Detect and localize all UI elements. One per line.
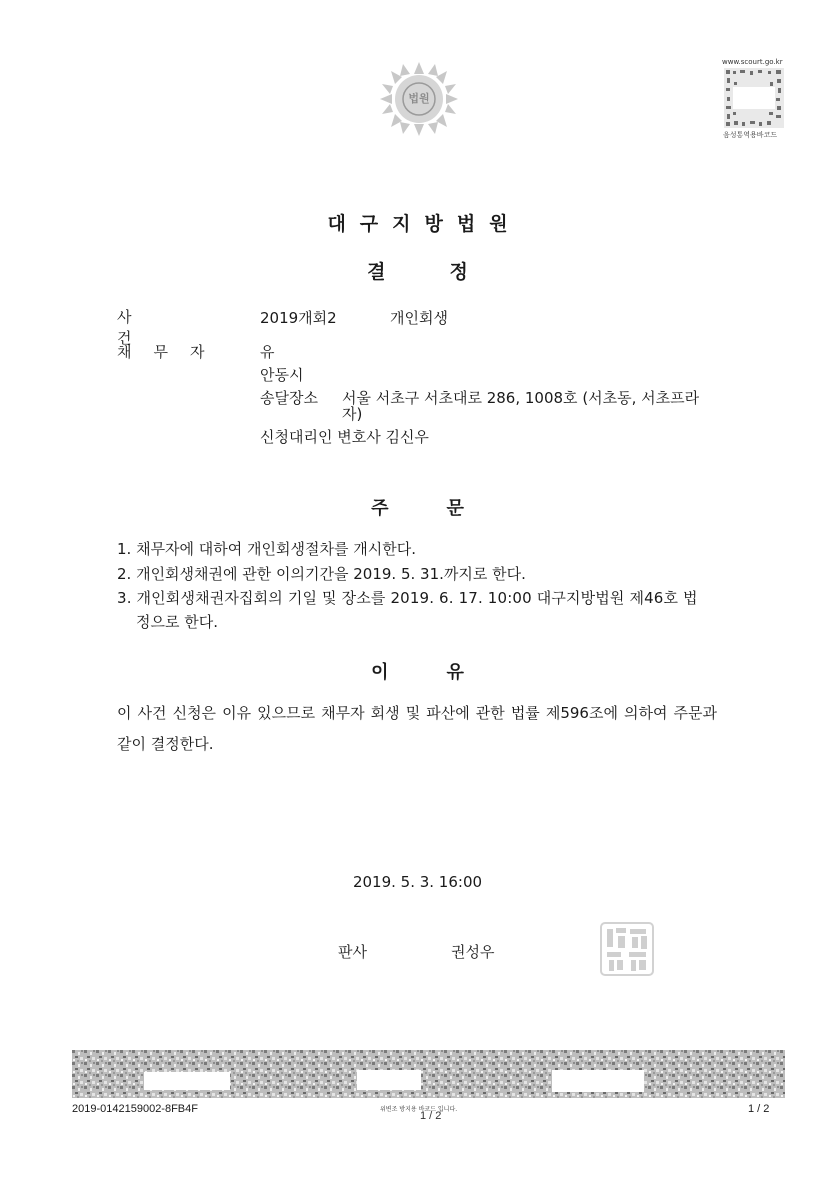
case-type: 개인회생 bbox=[390, 309, 448, 327]
order-item-3-continuation: 정으로 한다. bbox=[136, 613, 218, 631]
qr-caption-text: 음성통역용바코드 bbox=[723, 131, 778, 139]
decision-date: 2019. 5. 3. 16:00 bbox=[352, 873, 483, 891]
reason-text: 이 사건 신청은 이유 있으므로 채무자 회생 및 파산에 관한 법률 제596조에 의하여 주문과 같이 결정한다. bbox=[117, 704, 717, 753]
judge-name: 권성우 bbox=[451, 943, 495, 961]
page-number-center: 1 / 2 bbox=[420, 1110, 442, 1122]
anti-forgery-note: 위변조 방지용 바코드 입니다. bbox=[380, 1106, 458, 1113]
case-number: 2019개회2 bbox=[260, 309, 337, 327]
page-number-right: 1 / 2 bbox=[748, 1103, 770, 1115]
court-name-heading: 대구지방법원 bbox=[327, 213, 522, 235]
order-item-2: 2. 개인회생채권에 관한 이의기간을 2019. 5. 31.까지로 한다. bbox=[117, 565, 526, 583]
anti-forgery-barcode-band bbox=[72, 1050, 785, 1098]
applicant-agent: 신청대리인 변호사 김신우 bbox=[260, 428, 429, 446]
service-address-line2: 자) bbox=[342, 405, 363, 423]
case-label-text: 사건 bbox=[117, 308, 194, 347]
seal-text: 법원 bbox=[408, 92, 430, 105]
order-section-title: 주문 bbox=[371, 498, 522, 519]
debtor-name: 유 bbox=[260, 343, 275, 361]
document-code: 2019-0142159002-8FB4F bbox=[72, 1103, 198, 1115]
document-type-heading: 결정 bbox=[367, 261, 532, 283]
debtor-address: 안동시 bbox=[260, 366, 304, 384]
qr-code-icon[interactable] bbox=[724, 68, 784, 128]
judge-stamp-icon bbox=[598, 920, 656, 978]
service-address-line1: 서울 서초구 서초대로 286, 1008호 (서초동, 서초프라 bbox=[342, 389, 700, 407]
debtor-label: 채무자 bbox=[117, 343, 227, 361]
judge-title: 판사 bbox=[338, 943, 367, 961]
qr-url-text: www.scourt.go.kr bbox=[722, 58, 783, 66]
order-item-1: 1. 채무자에 대하여 개인회생절차를 개시한다. bbox=[117, 540, 416, 558]
order-item-3: 3. 개인회생채권자집회의 기일 및 장소를 2019. 6. 17. 10:00 대구지방법원 제46호 법 bbox=[117, 589, 698, 607]
reason-section-title: 이유 bbox=[371, 662, 522, 683]
service-address-label: 송달장소 bbox=[260, 389, 318, 407]
judge-stamp-text: 權 bbox=[598, 980, 599, 981]
